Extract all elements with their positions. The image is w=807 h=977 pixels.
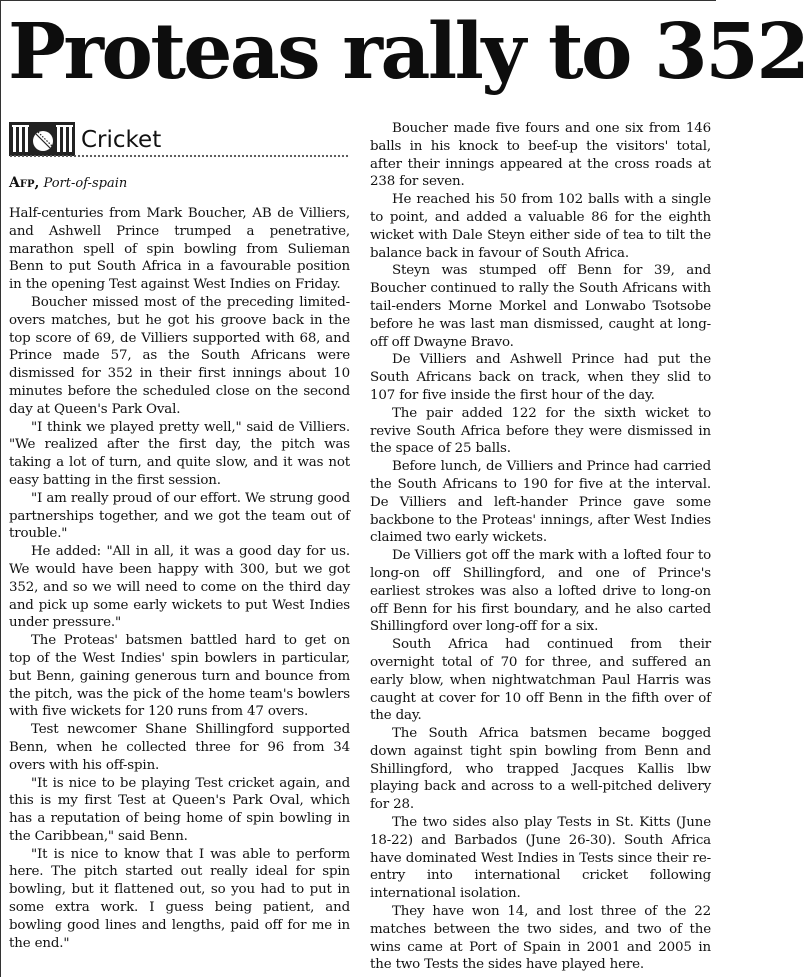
article-paragraph: The pair added 122 for the sixth wicket to revive South Africa before they were dismissed in the space of 25 balls.: [370, 405, 711, 457]
article-paragraph: De Villiers and Ashwell Prince had put the South Africans back on track, when they slid to 107 for five inside the first hour of the day.: [370, 352, 711, 403]
column-left-body: [9, 205, 350, 952]
article-paragraph: Test newcomer Shane Shillingford supported Benn, when he collected three for 96 from 34 overs with his off-spin.: [9, 722, 350, 773]
article-paragraph: The two sides also play Tests in St. Kitts (June 18-22) and Barbados (June 26-30). South Africa have dominated West Indies in Tests since their re-entry into international cricket following international isolation.: [370, 815, 711, 902]
page-left-rule: [0, 0, 1, 977]
article-paragraph: Steyn was stumped off Benn for 39, and Boucher continued to rally the South Africans with tail-enders Morne Morkel and Lonwabo Tsotsobe before he was last man dismissed, caught at long-off off Dwayne Bravo.: [370, 263, 711, 350]
cricket-ball-and-wickets-icon: [9, 122, 75, 156]
column-right: [370, 120, 711, 974]
article-paragraph: "It is nice to know that I was able to perform here. The pitch started out really ideal for spin bowling, but it flattened out, so you had to put in some extra work. I guess being patient, and bowling good lines and lengths, paid off for me in the end.": [9, 846, 350, 951]
article-paragraph: De Villiers got off the mark with a lofted four to long-on off Shillingford, and one of Prince's earliest strokes was also a lofted drive to long-on off Benn for his first boundary, and he also carted Shillingford over long-off for a six.: [370, 548, 711, 635]
article-paragraph: They have won 14, and lost three of the 22 matches between the two sides, and two of the wins came at Port of Spain in 2001 and 2005 in the two Tests the sides have played here.: [370, 904, 711, 973]
article-paragraph: He added: "All in all, it was a good day for us. We would have been happy with 300, but we got 352, and so we will need to come on the third day and pick up some early wickets to put West Indies under pressure.": [9, 544, 350, 631]
byline: [9, 174, 350, 193]
byline-place: Port-of-spain: [43, 176, 128, 191]
article-paragraph: Boucher missed most of the preceding limited-overs matches, but he got his groove back in the top score of 69, de Villiers supported with 68, and Prince made 57, as the South Africans were dismissed for 352 in their first innings about 10 minutes before the scheduled close on the second day at Queen's Park Oval.: [9, 294, 350, 417]
article-paragraph: The Proteas' batsmen battled hard to get on top of the West Indies' spin bowlers in particular, but Benn, gaining generous turn and bounce from the pitch, was the pick of the home team's bowlers with five wickets for 120 runs from 47 overs.: [9, 633, 350, 720]
column-right-body: [370, 120, 711, 974]
byline-agency: Afp,: [9, 175, 40, 191]
article-paragraph: The South Africa batsmen became bogged down against tight spin bowling from Benn and Shillingford, who trapped Jacques Kallis lbw playing back and across to a well-pitched delivery for 28.: [370, 726, 711, 813]
article-paragraph: He reached his 50 from 102 balls with a single to point, and added a valuable 86 for the eighth wicket with Dale Steyn either side of tea to tilt the balance back in favour of South Africa.: [370, 192, 711, 261]
section-divider: [9, 154, 350, 158]
section-label: Cricket: [81, 127, 162, 153]
column-left: [9, 118, 350, 952]
section-header: [9, 118, 350, 162]
article-paragraph: "I think we played pretty well," said de Villiers. "We realized after the first day, the pitch was taking a lot of turn, and quite slow, and it was not easy batting in the first session.: [9, 419, 350, 488]
article-paragraph: "It is nice to be playing Test cricket again, and this is my first Test at Queen's Park Oval, which has a reputation of being home of spin bowling in the Caribbean," said Benn.: [9, 775, 350, 844]
article-paragraph: "I am really proud of our effort. We strung good partnerships together, and we got the team out of trouble.": [9, 490, 350, 542]
article-paragraph: Before lunch, de Villiers and Prince had carried the South Africans to 190 for five at the interval. De Villiers and left-hander Prince gave some backbone to the Proteas' innings, after West Indies claimed two early wickets.: [370, 459, 711, 546]
article-paragraph: Boucher made five fours and one six from 146 balls in his knock to beef-up the visitors' total, after their innings appeared at the cross roads at 238 for seven.: [370, 121, 711, 190]
article-paragraph: South Africa had continued from their overnight total of 70 for three, and suffered an early blow, when nightwatchman Paul Harris was caught at cover for 10 off Benn in the fifth over of the day.: [370, 637, 711, 724]
article-paragraph: Half-centuries from Mark Boucher, AB de Villiers, and Ashwell Prince trumped a penetrative, marathon spell of spin bowling from Sulieman Benn to put South Africa in a favourable position in the opening Test against West Indies on Friday.: [9, 206, 350, 293]
headline: Proteas rally to 352: [8, 7, 807, 97]
page-top-rule: [0, 0, 716, 1]
